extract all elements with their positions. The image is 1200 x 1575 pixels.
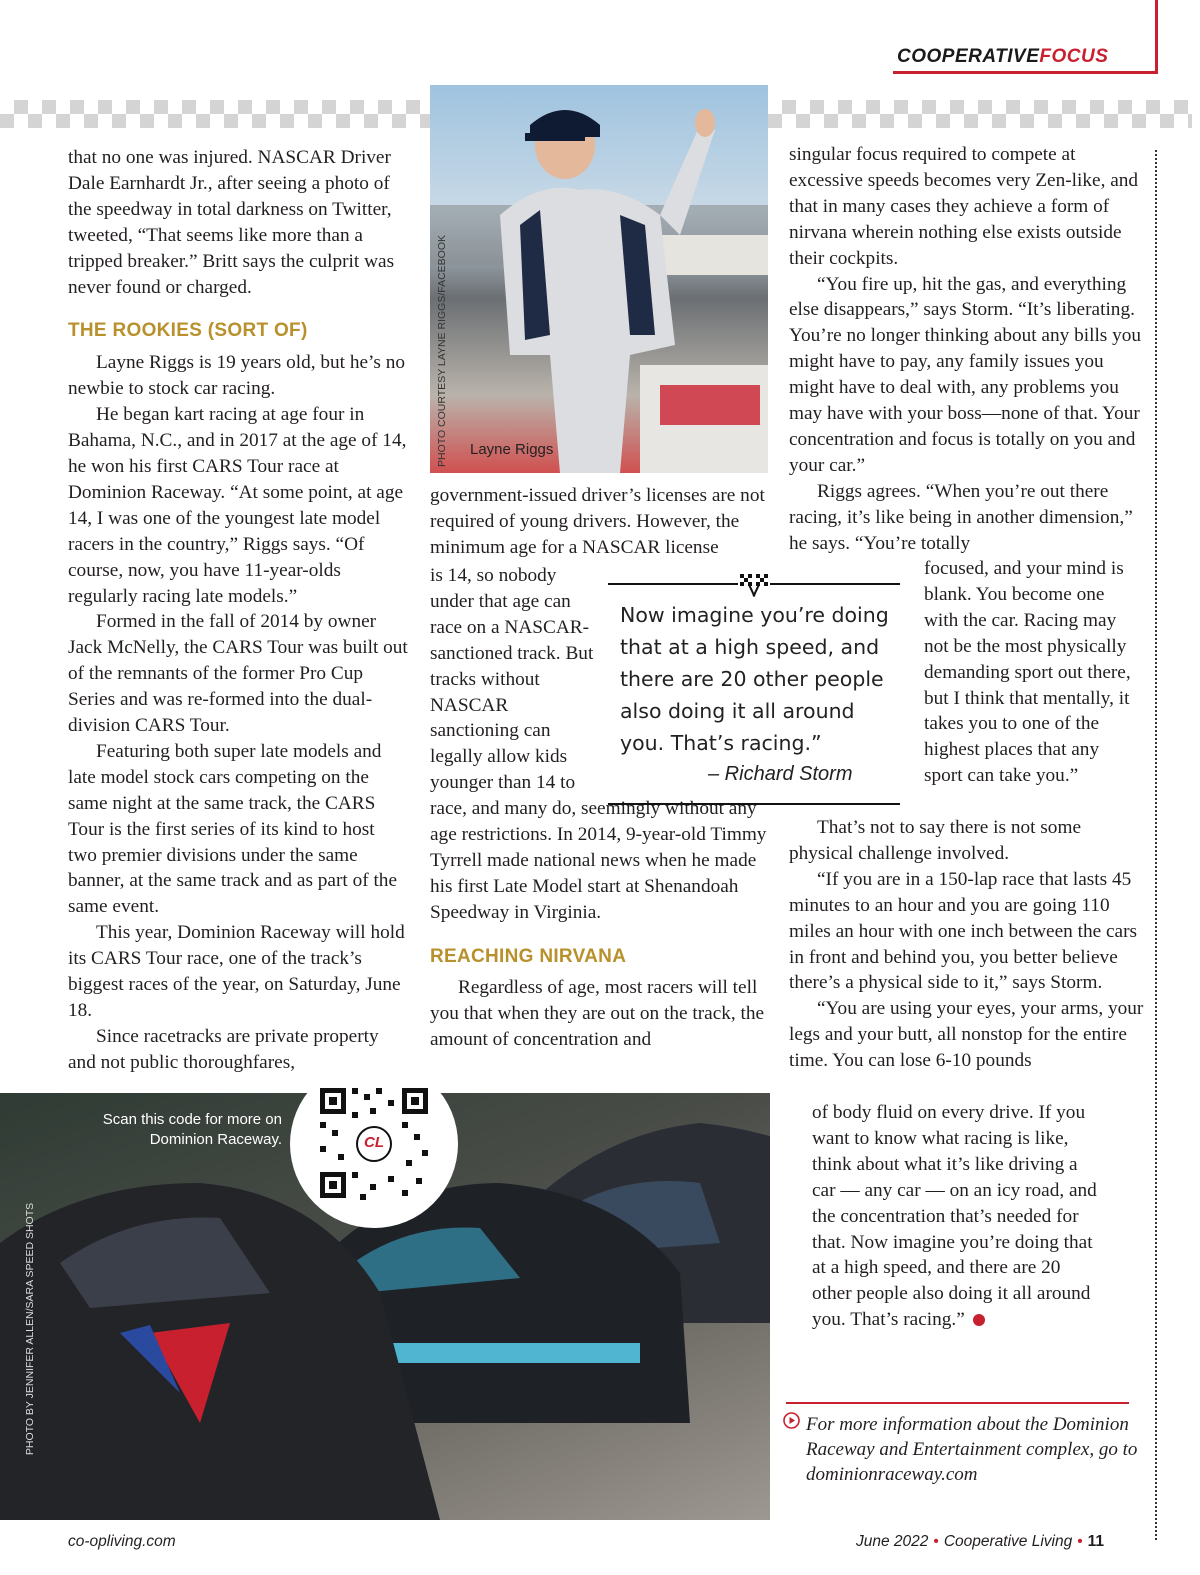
column-3-narrow bbox=[924, 556, 1139, 789]
paragraph: “You are using your eyes, your arms, your legs and your butt, all nonstop for the entire time. You can lose 6-10 pounds bbox=[789, 998, 1144, 1072]
driver-figure bbox=[430, 85, 768, 473]
paragraph: Formed in the fall of 2014 by owner Jack McNelly, the CARS Tour was built out of the remnants of the former Pro Cup Series and was re-formed into the dual-division CARS Tour. bbox=[68, 611, 408, 737]
paragraph: government-issued driver’s licenses are not required of young drivers. However, the minimum age for a NASCAR license bbox=[430, 485, 765, 558]
dotted-rule bbox=[1155, 150, 1157, 1540]
column-2-narrow bbox=[430, 563, 595, 796]
pull-quote bbox=[608, 583, 900, 805]
page-number: 11 bbox=[1087, 1533, 1105, 1550]
paragraph: focused, and your mind is blank. You become one with the car. Racing may not be the most physically demanding sport out there, but I think that mentally, it takes you to one of the highest places that any sport can take you.” bbox=[924, 558, 1131, 787]
paragraph: Regardless of age, most racers will tell you that when they are out on the track, the amount of concentration and bbox=[430, 977, 765, 1051]
pull-quote-text: Now imagine you’re doing that at a high speed, and there are 20 other people also doing it all around you. That’s racing.” bbox=[620, 603, 889, 755]
paragraph: singular focus required to compete at excessive speeds becomes very Zen-like, and that in many cases they achieve a form of nirvana wherein nothing else exists outside their cockpits. bbox=[789, 144, 1139, 269]
more-info-rule bbox=[786, 1402, 1129, 1404]
pull-quote-attribution: – Richard Storm bbox=[708, 763, 853, 785]
paragraph: race, and many do, seemingly without any age restrictions. In 2014, 9-year-old Timmy Tyrrell made national news when he made his first Late Model start at Shenandoah Speedway in Virginia. bbox=[430, 798, 767, 923]
subheading-rookies: THE ROOKIES (SORT OF) bbox=[68, 320, 308, 342]
paragraph: of body fluid on every drive. If you want to know what racing is like, think about what it’s like driving a car — any car — on an icy road, and the concentration that’s needed for that. Now imagine you’re doing that at a high speed, and there are 20 other people also doing it all around you. That’s racing.” bbox=[812, 1102, 1097, 1331]
checkered-flags-icon bbox=[738, 571, 770, 597]
paragraph: This year, Dominion Raceway will hold its CARS Tour race, one of the track’s biggest races of the year, on Saturday, June 18. bbox=[68, 922, 405, 1021]
driver-photo bbox=[430, 85, 768, 473]
checker-band-right bbox=[768, 100, 1192, 128]
column-2-top bbox=[430, 483, 775, 561]
paragraph: “If you are in a 150-lap race that lasts 45 minutes to an hour and you are going 110 miles an hour with one inch between the cars in front and behind you, you better believe there’s a physical side to it,” says Storm. bbox=[789, 868, 1138, 994]
scan-prompt: Scan this code for more on Dominion Raceway. bbox=[102, 1111, 282, 1148]
paragraph: That’s not to say there is not some physical challenge involved. bbox=[789, 817, 1082, 864]
qr-code[interactable] bbox=[290, 1060, 458, 1228]
photo-credit: PHOTO COURTESY LAYNE RIGGS/FACEBOOK bbox=[436, 234, 448, 468]
paragraph: He began kart racing at age four in Bahama, N.C., and in 2017 at the age of 14, he won his first CARS Tour race at Dominion Raceway. “At some point, at age 14, I was one of the youngest late model racers in the country,” Riggs says. “Of course, now, you have 11-year-olds regularly racing late models.” bbox=[68, 404, 407, 607]
paragraph: is 14, so nobody under that age can race on a NASCAR-sanctioned track. But tracks without NASCAR sanctioning can legally allow kids younger than 14 to bbox=[430, 565, 594, 794]
footer-site[interactable]: co-opliving.com bbox=[68, 1533, 176, 1550]
paragraph: Riggs agrees. “When you’re out there racing, it’s like being in another dimension,” he says. “You’re totally bbox=[789, 480, 1133, 554]
more-info-link[interactable]: For more information about the Dominion Raceway and Entertainment complex, go to dominionraceway.com bbox=[806, 1414, 1138, 1485]
column-3-bottom bbox=[790, 1100, 1140, 1333]
subheading-nirvana: REACHING NIRVANA bbox=[430, 945, 627, 967]
play-arrow-icon bbox=[783, 1412, 800, 1429]
paragraph: Featuring both super late models and late model stock cars competing on the same night at the same track, the CARS Tour is the first series of its kind to host two premier divisions under the same banner, at the same track and as part of the same event. bbox=[68, 740, 398, 918]
photo-caption: Layne Riggs bbox=[470, 441, 554, 458]
end-mark-icon bbox=[973, 1314, 985, 1326]
column-3-middle bbox=[789, 815, 1144, 1074]
paragraph: Layne Riggs is 19 years old, but he’s no newbie to stock car racing. bbox=[68, 352, 405, 400]
column-3-top bbox=[789, 142, 1144, 557]
photo-credit: PHOTO BY JENNIFER ALLEN/SARA SPEED SHOTS bbox=[24, 1202, 36, 1456]
paragraph: Since racetracks are private property and not public thoroughfares, bbox=[68, 1025, 379, 1073]
qr-logo: CL bbox=[364, 1134, 384, 1151]
section-header: COOPERATIVEFOCUS bbox=[897, 46, 1109, 67]
column-2-bottom bbox=[430, 796, 775, 1053]
paragraph: “You fire up, hit the gas, and everything else disappears,” says Storm. “It’s liberating. You’re no longer thinking about any bills you might have to pay, any family issues you might have to deal with, any problems you may have with your boss—none of that. Your concentration and focus is totally on you and your car.” bbox=[789, 273, 1142, 476]
checker-band-left bbox=[0, 100, 430, 128]
paragraph: that no one was injured. NASCAR Driver Dale Earnhardt Jr., after seeing a photo of the speedway in total darkness on Twitter, tweeted, “That seems like more than a tripped breaker.” Britt says the culprit was never found or charged. bbox=[68, 147, 395, 298]
footer-folio: June 2022 • Cooperative Living • 11 bbox=[856, 1533, 1105, 1550]
column-1 bbox=[68, 145, 408, 1076]
